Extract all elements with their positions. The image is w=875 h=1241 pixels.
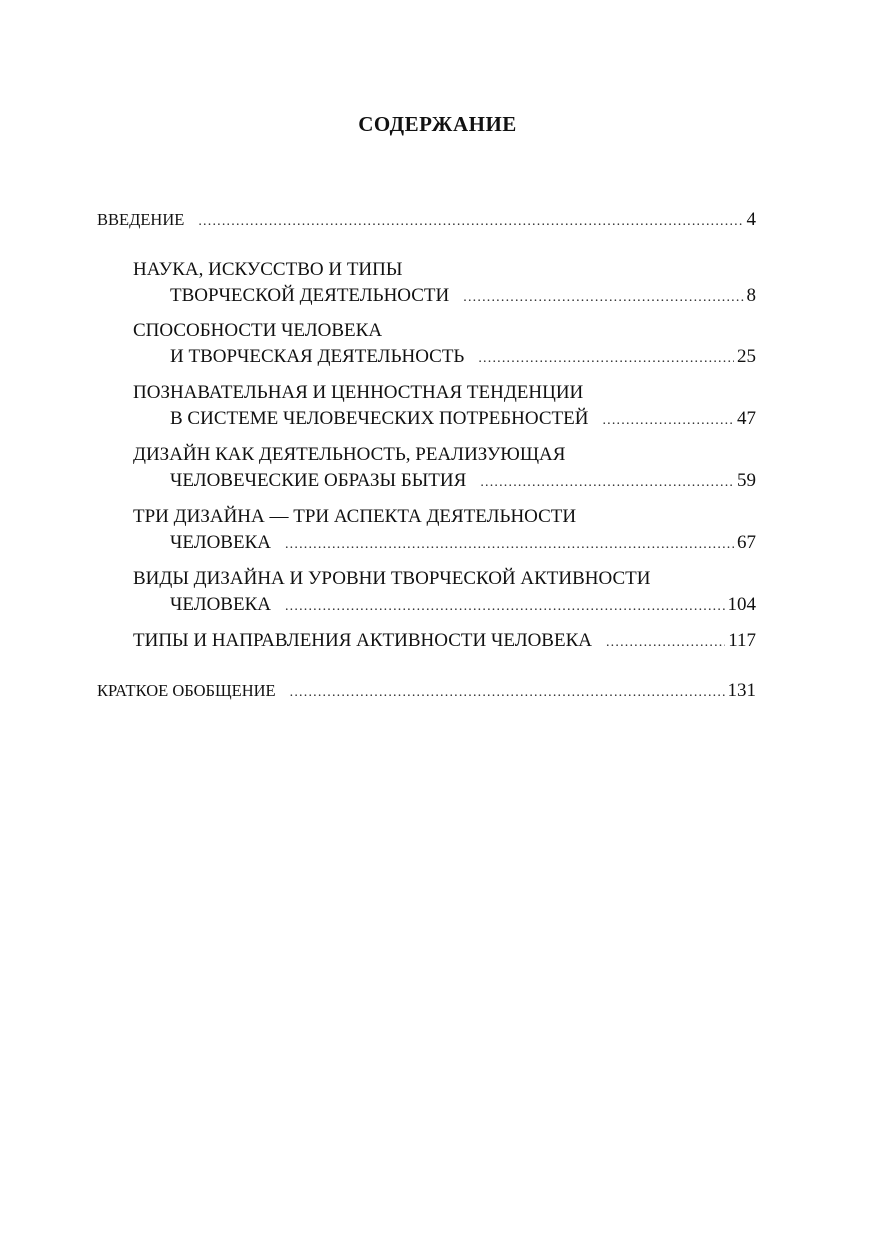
toc-entry-title-line-2: ЧЕЛОВЕКА (170, 532, 271, 553)
toc-entry-title-line-2: ТВОРЧЕСКОЙ ДЕЯТЕЛЬНОСТИ (170, 285, 450, 306)
toc-entry-introduction[interactable] (97, 207, 756, 235)
toc-entry-title-line-1: ВИДЫ ДИЗАЙНА И УРОВНИ ТВОРЧЕСКОЙ АКТИВНОСТИ (133, 568, 651, 589)
toc-page-number: 8 (746, 285, 756, 306)
toc-page-number: 67 (737, 532, 756, 553)
toc-entry-chapter-3[interactable] (133, 380, 756, 434)
toc-page-number: 104 (727, 594, 756, 615)
toc-page-number: 25 (737, 346, 756, 367)
toc-entry-title-line-2: И ТВОРЧЕСКАЯ ДЕЯТЕЛЬНОСТЬ (170, 346, 465, 367)
toc-page-number: 131 (727, 680, 756, 701)
toc-entry-title-line-2: ЧЕЛОВЕКА (170, 594, 271, 615)
dot-leader (285, 594, 725, 620)
dot-leader (602, 408, 734, 434)
toc-entry-title-line-1: СПОСОБНОСТИ ЧЕЛОВЕКА (133, 320, 383, 341)
toc-entry-title-line-1: ПОЗНАВАТЕЛЬНАЯ И ЦЕННОСТНАЯ ТЕНДЕНЦИИ (133, 382, 584, 403)
toc-entry-chapter-2[interactable] (133, 318, 756, 372)
dot-leader (480, 470, 734, 496)
toc-page-number: 117 (728, 630, 756, 651)
dot-leader (285, 532, 734, 558)
dot-leader (478, 346, 734, 372)
toc-page-number: 59 (737, 470, 756, 491)
toc-entry-title-line-1: ТРИ ДИЗАЙНА — ТРИ АСПЕКТА ДЕЯТЕЛЬНОСТИ (133, 506, 577, 527)
toc-entry-title-line-1: НАУКА, ИСКУССТВО И ТИПЫ (133, 259, 403, 280)
toc-entry-chapter-7[interactable] (133, 628, 756, 656)
dot-leader (198, 209, 743, 235)
toc-entry-title: ТИПЫ И НАПРАВЛЕНИЯ АКТИВНОСТИ ЧЕЛОВЕКА (133, 630, 592, 651)
toc-entry-title: ВВЕДЕНИЕ (97, 210, 185, 229)
toc-entry-title-line-1: ДИЗАЙН КАК ДЕЯТЕЛЬНОСТЬ, РЕАЛИЗУЮЩАЯ (133, 444, 566, 465)
toc-entry-title-line-2: ЧЕЛОВЕЧЕСКИЕ ОБРАЗЫ БЫТИЯ (170, 470, 467, 491)
toc-entry-chapter-1[interactable] (133, 257, 756, 311)
toc-entry-chapter-5[interactable] (133, 504, 756, 558)
toc-entry-title-line-2: В СИСТЕМЕ ЧЕЛОВЕЧЕСКИХ ПОТРЕБНОСТЕЙ (170, 408, 589, 429)
dot-leader (606, 630, 725, 656)
toc-page-number: 4 (746, 209, 756, 230)
toc-entry-title: КРАТКОЕ ОБОБЩЕНИЕ (97, 681, 276, 700)
page-title: СОДЕРЖАНИЕ (358, 112, 517, 136)
toc-entry-summary[interactable] (97, 678, 756, 706)
toc-entry-chapter-6[interactable] (133, 566, 756, 620)
toc-page-number: 47 (737, 408, 756, 429)
toc-entry-chapter-4[interactable] (133, 442, 756, 496)
dot-leader (290, 680, 725, 706)
dot-leader (463, 285, 743, 311)
